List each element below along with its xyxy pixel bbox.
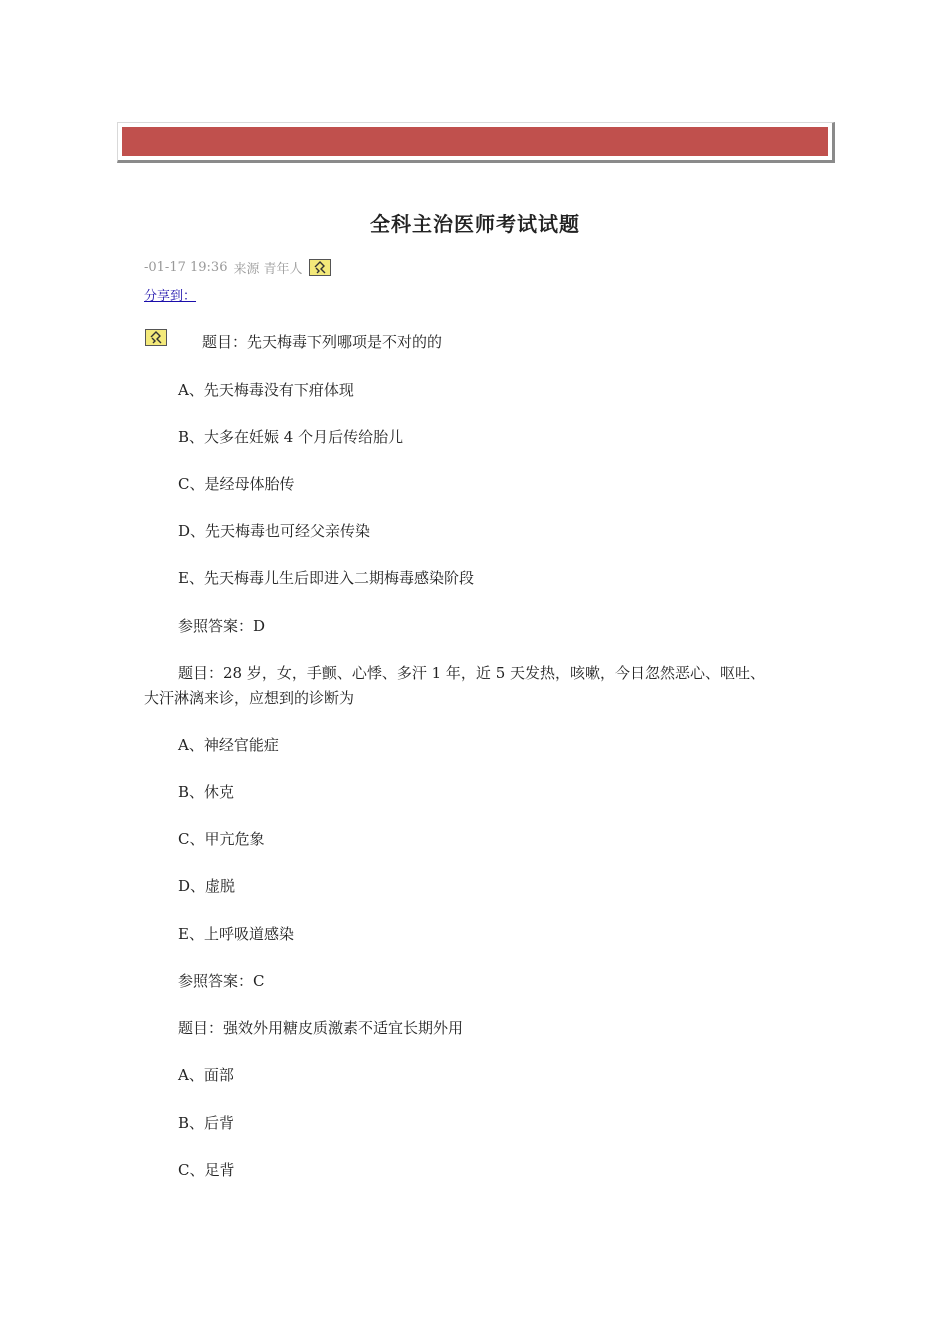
option-item: B、大多在妊娠 4 个月后传给胎儿 [178, 428, 404, 446]
header-banner-fill [122, 127, 828, 156]
page-title: 全科主治医师考试试题 [370, 212, 580, 236]
answer-text: 参照答案：D [178, 617, 266, 635]
share-link[interactable]: 分享到： [144, 289, 197, 304]
question-stem: 题目：先天梅毒下列哪项是不对的的 [202, 333, 443, 351]
question-stem: 题目：强效外用糖皮质激素不适宜长期外用 [178, 1019, 464, 1037]
meta-source-label: 来源 [233, 262, 260, 277]
option-item: D、先天梅毒也可经父亲传染 [178, 522, 371, 540]
option-item: C、足背 [178, 1161, 235, 1179]
meta-datetime: -01-17 19:36 [144, 260, 228, 275]
article-meta [144, 258, 331, 277]
option-item: E、先天梅毒儿生后即进入二期梅毒感染阶段 [178, 569, 474, 587]
option-item: A、神经官能症 [178, 736, 279, 754]
option-item: B、后背 [178, 1114, 235, 1132]
meta-author: 青年人 [263, 262, 303, 277]
answer-text: 参照答案：C [178, 972, 265, 990]
option-item: C、甲亢危象 [178, 830, 265, 848]
question-stem: 题目：28 岁，女，手颤、心悸、多汗 1 年，近 5 天发热，咳嗽，今日忽然恶心、呕吐、 [178, 664, 766, 682]
question-stem-continued: 大汗淋漓来诊，应想到的诊断为 [144, 689, 355, 707]
option-item: C、是经母体胎传 [178, 475, 295, 493]
broken-image-icon [309, 259, 331, 276]
option-item: D、虚脱 [178, 877, 236, 895]
header-banner [117, 122, 835, 163]
broken-image-icon [145, 329, 167, 346]
option-item: A、面部 [178, 1066, 234, 1084]
option-item: B、休克 [178, 783, 235, 801]
option-item: E、上呼吸道感染 [178, 925, 294, 943]
option-item: A、先天梅毒没有下疳体现 [178, 381, 354, 399]
